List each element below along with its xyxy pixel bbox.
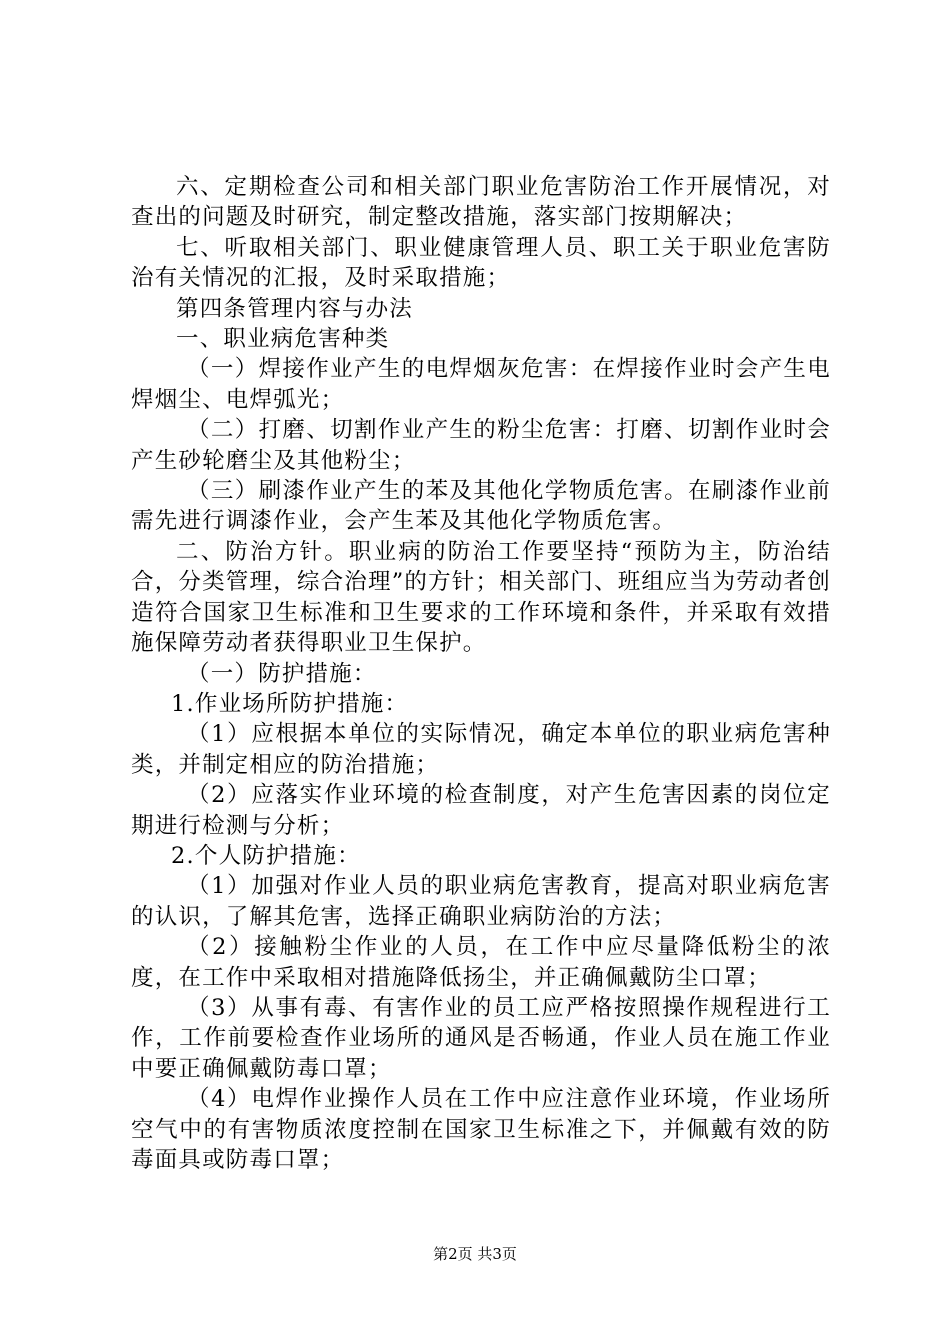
subheading-workplace-measures: 1.作业场所防护措施： [171,690,409,717]
section-heading-article-4: 第四条管理内容与办法 [176,295,414,322]
subheading-protective-measures: （一）防护措施： [187,660,377,687]
subheading-personal-measures: 2.个人防护措施： [171,842,361,869]
paragraph-personal-measure-2: （2）接触粉尘作业的人员，在工作中应尽量降低粉尘的浓度，在工作中采取相对措施降低扬尘，并正确佩戴防尘口罩； [131,934,831,991]
paragraph-prevention-policy: 二、防治方针。职业病的防治工作要坚持“预防为主，防治结合，分类管理，综合治理”的方针；相关部门、班组应当为劳动者创造符合国家卫生标准和卫生要求的工作环境和条件，并采取有效措施保障劳动者获得职业卫生保护。 [131,538,832,657]
paragraph-workplace-measure-1: （1）应根据本单位的实际情况，确定本单位的职业病危害种类，并制定相应的防治措施； [131,721,831,778]
paragraph-grinding-hazard: （二）打磨、切割作业产生的粉尘危害：打磨、切割作业时会产生砂轮磨尘及其他粉尘； [131,417,831,474]
paragraph-welding-hazard: （一）焊接作业产生的电焊烟灰危害：在焊接作业时会产生电焊烟尘、电焊弧光； [131,356,831,413]
paragraph-personal-measure-4: （4）电焊作业操作人员在工作中应注意作业环境，作业场所空气中的有害物质浓度控制在国家卫生标准之下，并佩戴有效的防毒面具或防毒口罩； [131,1086,831,1173]
paragraph-personal-measure-1: （1）加强对作业人员的职业病危害教育，提高对职业病危害的认识，了解其危害，选择正确职业病防治的方法； [131,873,831,930]
paragraph-item-6: 六、定期检查公司和相关部门职业危害防治工作开展情况，对查出的问题及时研究，制定整改措施，落实部门按期解决； [131,174,831,231]
paragraph-painting-hazard: （三）刷漆作业产生的苯及其他化学物质危害。在刷漆作业前需先进行调漆作业，会产生苯及其他化学物质危害。 [131,478,831,535]
subheading-hazard-types: 一、职业病危害种类 [176,326,390,353]
paragraph-workplace-measure-2: （2）应落实作业环境的检查制度，对产生危害因素的岗位定期进行检测与分析； [131,782,831,839]
paragraph-personal-measure-3: （3）从事有毒、有害作业的员工应严格按照操作规程进行工作，工作前要检查作业场所的通风是否畅通，作业人员在施工作业中要正确佩戴防毒口罩； [131,994,831,1082]
document-body [131,172,831,1175]
page-number-footer: 第2页 共3页 [433,1245,517,1263]
paragraph-item-7: 七、听取相关部门、职业健康管理人员、职工关于职业危害防治有关情况的汇报，及时采取措施； [131,234,831,292]
